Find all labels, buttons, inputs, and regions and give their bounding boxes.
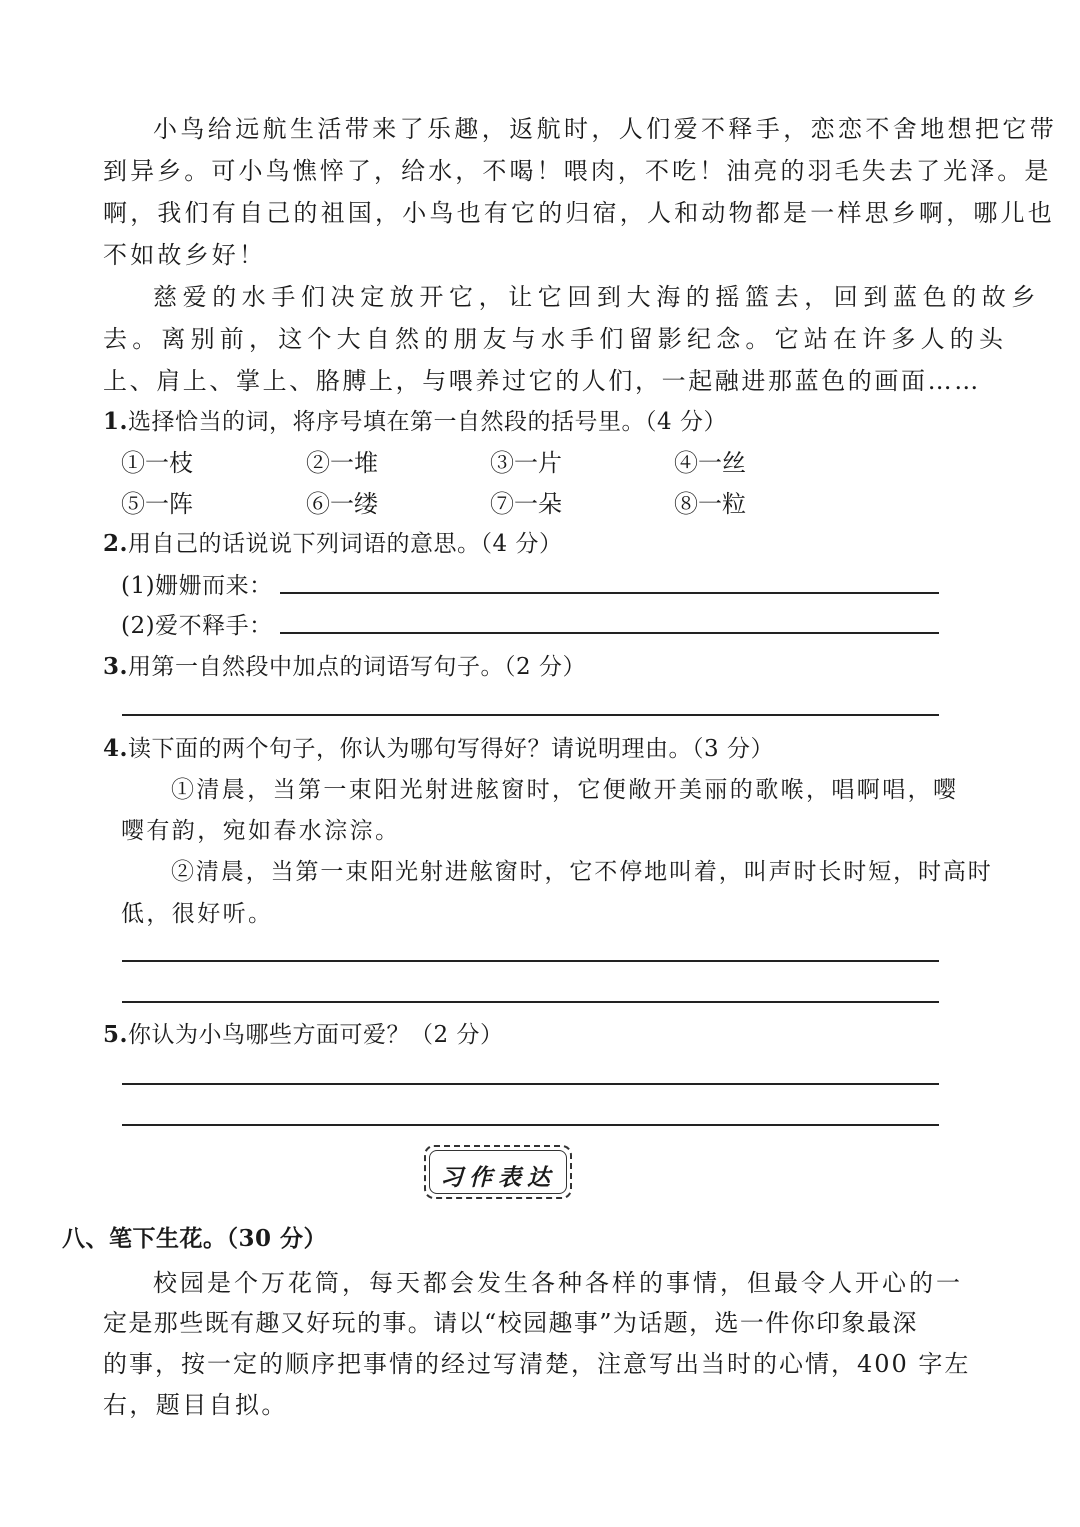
passage-line: 小鸟给远航生活带来了乐趣，返航时，人们爱不释手，恋恋不舍地想把它带 xyxy=(153,115,1058,143)
option-1: ①一枝 xyxy=(121,449,193,477)
question-number: 5. xyxy=(103,1021,129,1048)
option-2: ②一堆 xyxy=(306,449,378,477)
q3-answer-line[interactable] xyxy=(122,714,939,716)
question-number: 1. xyxy=(103,408,129,435)
passage-line: 啊，我们有自己的祖国，小鸟也有它的归宿，人和动物都是一样思乡啊，哪儿也 xyxy=(103,199,1055,227)
question-4 xyxy=(103,730,774,763)
question-number: 4. xyxy=(103,735,129,762)
composition-line: 的事，按一定的顺序把事情的经过写清楚，注意写出当时的心情，400 字左 xyxy=(103,1350,971,1378)
question-text: 用自己的话说说下列词语的意思。（4 分） xyxy=(128,531,563,557)
q4-sentence-1-line-1: ①清晨，当第一束阳光射进舷窗时，它便敞开美丽的歌喉，唱啊唱，嘤 xyxy=(171,777,959,803)
q2-item-1-label: (1)姗姗而来： xyxy=(121,573,273,599)
q5-answer-line-2[interactable] xyxy=(122,1124,939,1126)
q4-sentence-2-line-1: ②清晨，当第一束阳光射进舷窗时，它不停地叫着，叫声时长时短，时高时 xyxy=(171,859,993,885)
passage-line: 到异乡。可小鸟憔悴了，给水，不喝！喂肉，不吃！油亮的羽毛失去了光泽。是 xyxy=(103,157,1052,185)
passage-line: 不如故乡好！ xyxy=(103,241,267,269)
option-4: ④一丝 xyxy=(674,449,746,477)
option-8: ⑧一粒 xyxy=(674,490,746,518)
q4-sentence-1-line-2: 嘤有韵，宛如春水淙淙。 xyxy=(121,818,401,844)
option-6: ⑥一缕 xyxy=(306,490,378,518)
composition-line: 校园是个万花筒，每天都会发生各种各样的事情，但最令人开心的一 xyxy=(153,1269,963,1297)
option-5: ⑤一阵 xyxy=(121,490,193,518)
question-5 xyxy=(103,1016,503,1049)
question-2 xyxy=(103,525,562,558)
question-text: 选择恰当的词，将序号填在第一自然段的括号里。（4 分） xyxy=(128,409,727,435)
question-text: 你认为小鸟哪些方面可爱？（2 分） xyxy=(128,1022,504,1048)
question-number: 2. xyxy=(103,530,129,557)
composition-heading: 八、笔下生花。（30 分） xyxy=(62,1225,328,1252)
section-title: 习作表达 xyxy=(440,1164,556,1191)
question-text: 读下面的两个句子，你认为哪句写得好？请说明理由。（3 分） xyxy=(128,736,774,762)
q2-item-1-answer-line[interactable] xyxy=(280,592,939,594)
passage-line: 上、肩上、掌上、胳膊上，与喂养过它的人们，一起融进那蓝色的画面…… xyxy=(103,367,981,395)
q5-answer-line-1[interactable] xyxy=(122,1083,939,1085)
q4-sentence-2-line-2: 低，很好听。 xyxy=(121,901,274,927)
q4-answer-line-1[interactable] xyxy=(122,960,939,962)
composition-line: 右，题目自拟。 xyxy=(103,1391,288,1419)
q2-item-2-answer-line[interactable] xyxy=(280,632,939,634)
question-1 xyxy=(103,403,727,436)
option-3: ③一片 xyxy=(490,449,562,477)
passage-line: 慈爱的水手们决定放开它，让它回到大海的摇篮去，回到蓝色的故乡 xyxy=(153,283,1041,311)
section-banner xyxy=(424,1145,572,1199)
question-number: 3. xyxy=(103,653,129,680)
composition-line: 定是那些既有趣又好玩的事。请以“校园趣事”为话题，选一件你印象最深 xyxy=(103,1309,918,1337)
question-3 xyxy=(103,648,586,681)
question-text: 用第一自然段中加点的词语写句子。（2 分） xyxy=(128,654,586,680)
q4-answer-line-2[interactable] xyxy=(122,1001,939,1003)
q2-item-2-label: (2)爱不释手： xyxy=(121,613,273,639)
passage-line: 去。离别前，这个大自然的朋友与水手们留影纪念。它站在许多人的头 xyxy=(103,325,1009,353)
option-7: ⑦一朵 xyxy=(490,490,562,518)
